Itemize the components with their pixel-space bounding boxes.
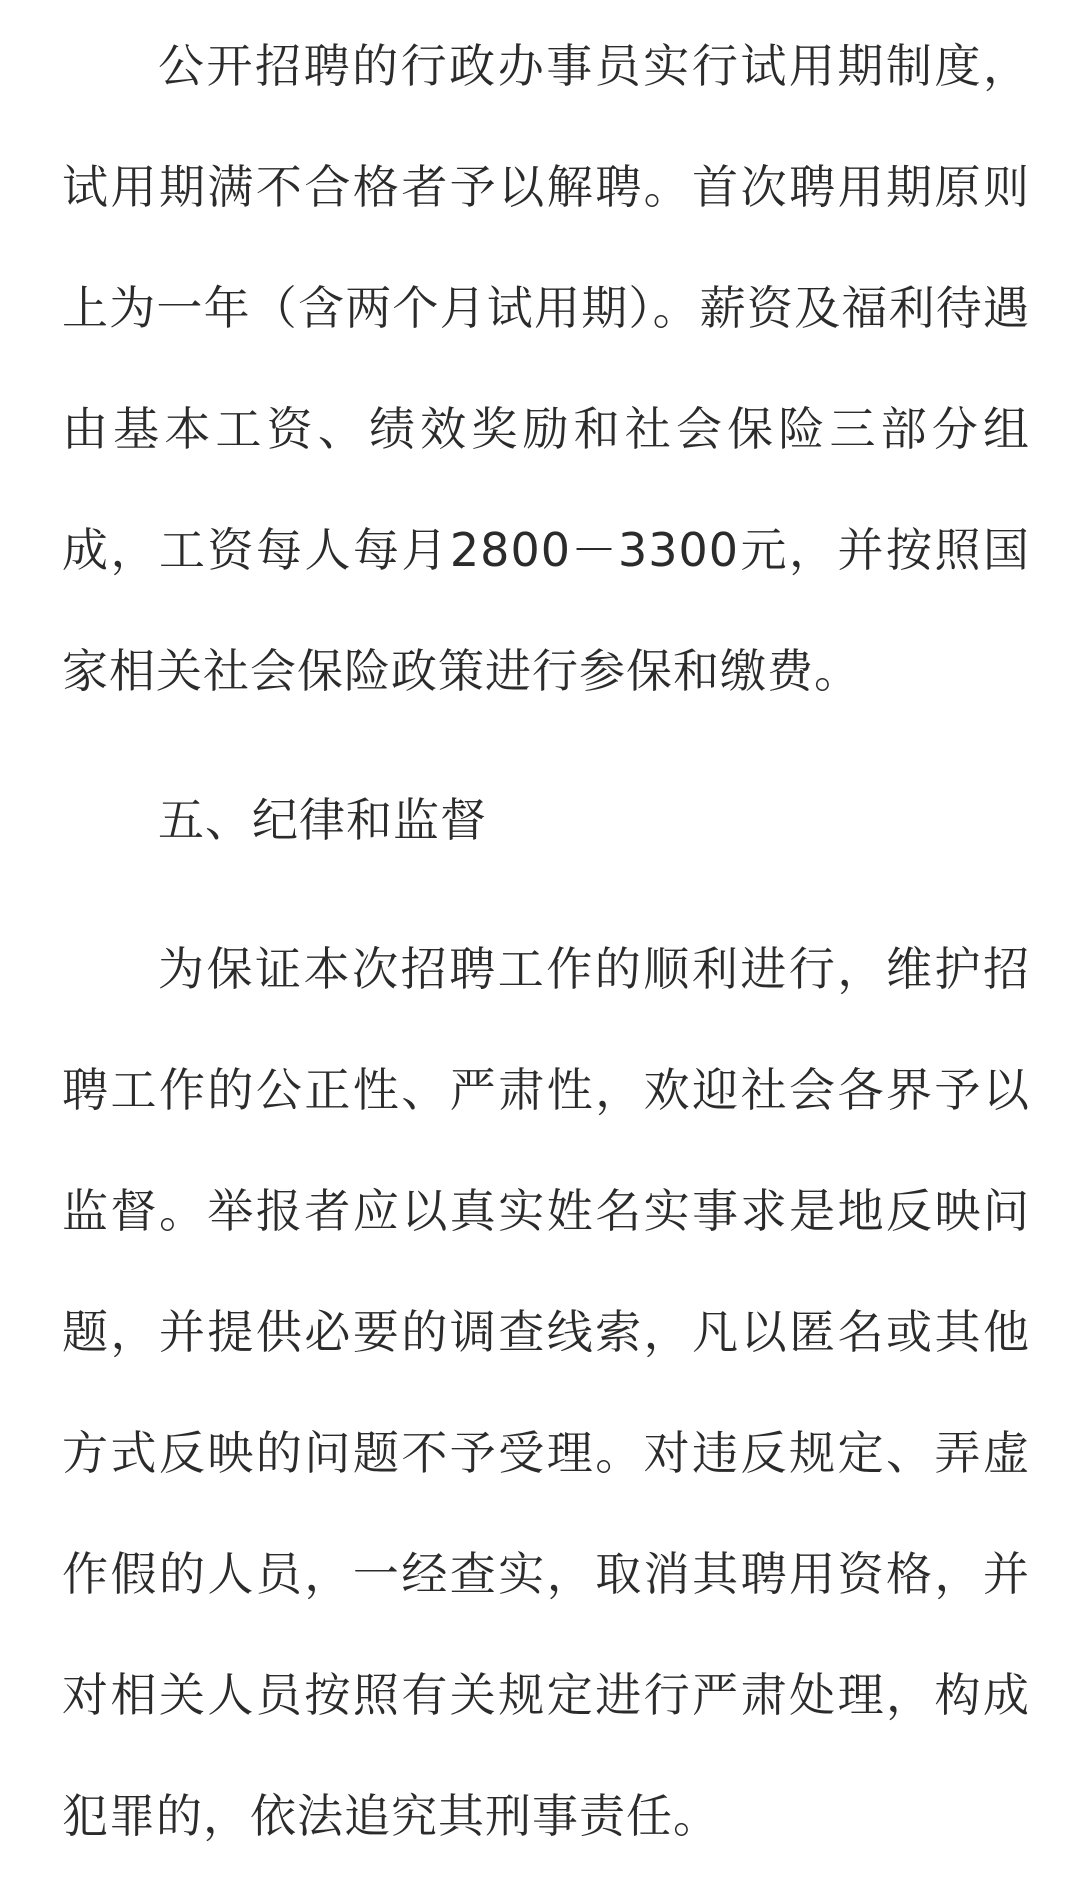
paragraph-probation-salary: 公开招聘的行政办事员实行试用期制度，试用期满不合格者予以解聘。首次聘用期原则上为一年（含两个月试用期）。薪资及福利待遇由基本工资、绩效奖励和社会保险三部分组成，工资每人每月2800－3300元，并按照国家相关社会保险政策进行参保和缴费。 — [62, 39, 1030, 698]
section-heading-discipline: 五、纪律和监督 — [158, 793, 487, 847]
paragraph-supervision: 为保证本次招聘工作的顺利进行，维护招聘工作的公正性、严肃性，欢迎社会各界予以监督。举报者应以真实姓名实事求是地反映问题，并提供必要的调查线索，凡以匿名或其他方式反映的问题不予受理。对违反规定、弄虚作假的人员，一经查实，取消其聘用资格，并对相关人员按照有关规定进行严肃处理，构成犯罪的，依法追究其刑事责任。 — [62, 942, 1030, 1843]
article-body — [62, 6, 1030, 1877]
